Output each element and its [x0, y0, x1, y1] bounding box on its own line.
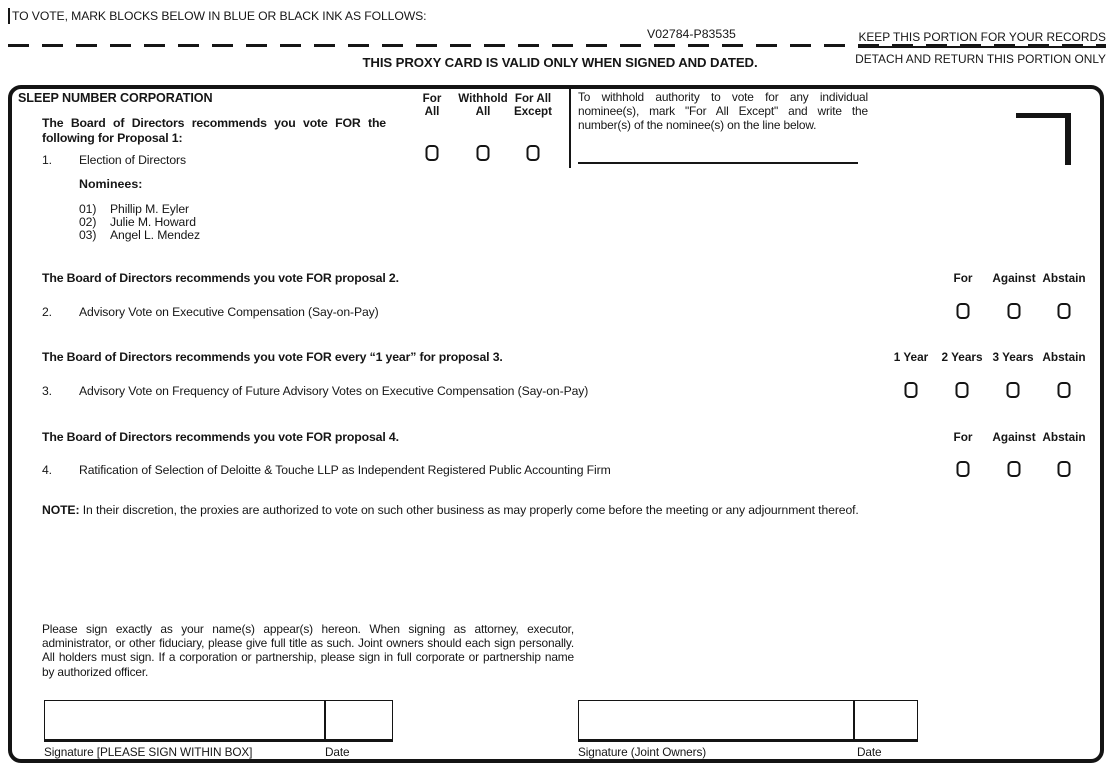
signature-instructions: Please sign exactly as your name(s) appear(s) hereon. When signing as attorney, executor, administrator, or other fiduciary, please give full title as such. Joint owners should each sign personally. All holders must sign. If a corporation or partnership, please sign in full corporate or partnership name by authorized officer. — [42, 622, 574, 679]
nominees-label: Nominees: — [79, 177, 143, 191]
company-name: SLEEP NUMBER CORPORATION — [18, 91, 213, 105]
option-header-against: Against — [992, 271, 1036, 285]
date-label-primary: Date — [325, 745, 350, 759]
proposal2-number: 2. — [42, 305, 52, 319]
option-header-3years: 3 Years — [992, 350, 1034, 364]
option-header-for: For — [953, 430, 973, 444]
proxy-card — [8, 85, 1104, 763]
nominee-number: 03) — [79, 228, 97, 242]
option-header-2years: 2 Years — [941, 350, 983, 364]
date-field-joint[interactable] — [855, 701, 917, 739]
nominee-row — [79, 228, 96, 242]
registration-corner-mark — [1016, 113, 1071, 165]
signature-box-primary[interactable] — [44, 700, 393, 742]
control-number: V02784-P83535 — [647, 27, 736, 41]
proposal3-recommendation: The Board of Directors recommends you vote FOR every “1 year” for proposal 3. — [42, 350, 503, 364]
nominee-name: Angel L. Mendez — [110, 228, 200, 242]
proposal4-number: 4. — [42, 463, 52, 477]
note-label: NOTE: — [42, 503, 80, 517]
proposal1-recommendation: The Board of Directors recommends you vote FOR the following for Proposal 1: — [42, 116, 386, 145]
checkbox-p4-against[interactable] — [1008, 461, 1021, 477]
keep-portion-note: KEEP THIS PORTION FOR YOUR RECORDS — [858, 30, 1106, 48]
checkbox-p2-against[interactable] — [1008, 303, 1021, 319]
option-header-abstain: Abstain — [1042, 350, 1086, 364]
checkbox-for-all[interactable] — [426, 145, 439, 161]
perforation-line — [8, 44, 1106, 47]
checkbox-for-all-except[interactable] — [527, 145, 540, 161]
signature-label-joint: Signature (Joint Owners) — [578, 745, 707, 759]
proposal3-title: Advisory Vote on Frequency of Future Advisory Votes on Executive Compensation (Say-on-Pay) — [79, 384, 589, 398]
proposal4-recommendation: The Board of Directors recommends you vote FOR proposal 4. — [42, 430, 399, 444]
withhold-instructions: To withhold authority to vote for any individual nominee(s), mark "For All Except" and write the number(s) of the nominee(s) on the line below. — [578, 90, 868, 133]
voting-ink-instruction: TO VOTE, MARK BLOCKS BELOW IN BLUE OR BLACK INK AS FOLLOWS: — [12, 9, 427, 23]
option-header-against: Against — [992, 430, 1036, 444]
detach-portion-note: DETACH AND RETURN THIS PORTION ONLY — [855, 52, 1106, 66]
checkbox-p3-abstain[interactable] — [1058, 382, 1071, 398]
option-header-abstain: Abstain — [1042, 430, 1086, 444]
checkbox-p2-for[interactable] — [957, 303, 970, 319]
nominee-writein-line[interactable] — [578, 162, 858, 164]
checkbox-p4-abstain[interactable] — [1058, 461, 1071, 477]
nominee-name: Phillip M. Eyler — [110, 202, 189, 216]
signature-field-primary[interactable] — [45, 701, 324, 739]
proposal3-number: 3. — [42, 384, 52, 398]
option-header-for: For — [953, 271, 973, 285]
date-field-primary[interactable] — [326, 701, 392, 739]
proposal1-title: Election of Directors — [79, 153, 186, 167]
signature-field-joint[interactable] — [579, 701, 853, 739]
signature-box-joint[interactable] — [578, 700, 918, 742]
checkbox-p3-2years[interactable] — [956, 382, 969, 398]
nominee-row — [79, 202, 96, 216]
column-header-for-all: For All — [422, 92, 442, 118]
note-line — [42, 503, 859, 517]
section-divider-line — [569, 89, 571, 168]
checkbox-p3-1year[interactable] — [905, 382, 918, 398]
signature-label-primary: Signature [PLEASE SIGN WITHIN BOX] — [44, 745, 253, 759]
checkbox-p3-3years[interactable] — [1007, 382, 1020, 398]
column-header-for-all-except: For All Except — [513, 92, 553, 118]
checkbox-p2-abstain[interactable] — [1058, 303, 1071, 319]
checkbox-p4-for[interactable] — [957, 461, 970, 477]
date-label-joint: Date — [857, 745, 882, 759]
option-header-abstain: Abstain — [1042, 271, 1086, 285]
column-header-withhold-all: Withhold All — [458, 92, 508, 118]
crop-tick-mark — [8, 8, 10, 24]
note-text: In their discretion, the proxies are authorized to vote on such other business as may properly come before the meeting or any adjournment thereof. — [79, 503, 859, 517]
valid-when-signed-notice: THIS PROXY CARD IS VALID ONLY WHEN SIGNED AND DATED. — [362, 55, 758, 70]
proposal2-title: Advisory Vote on Executive Compensation (Say-on-Pay) — [79, 305, 379, 319]
option-header-1year: 1 Year — [893, 350, 929, 364]
nominee-name: Julie M. Howard — [110, 215, 196, 229]
nominee-number: 02) — [79, 215, 97, 229]
proposal1-number: 1. — [42, 153, 52, 167]
nominee-row — [79, 215, 96, 229]
proposal4-title: Ratification of Selection of Deloitte & Touche LLP as Independent Registered Public Accounting Firm — [79, 463, 611, 477]
proposal2-recommendation: The Board of Directors recommends you vote FOR proposal 2. — [42, 271, 399, 285]
checkbox-withhold-all[interactable] — [477, 145, 490, 161]
nominee-number: 01) — [79, 202, 97, 216]
